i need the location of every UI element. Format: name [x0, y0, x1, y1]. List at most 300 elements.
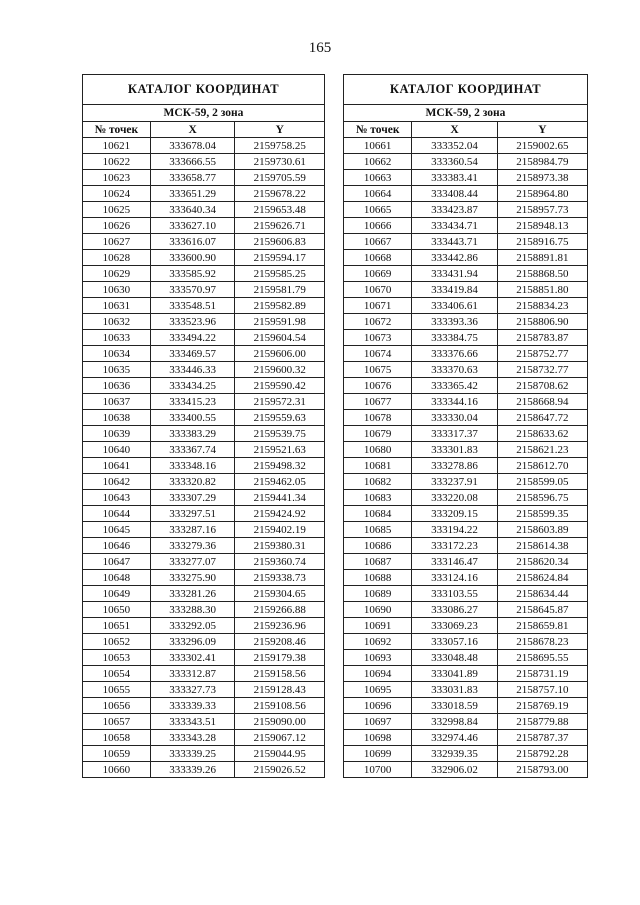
- point-number-cell: 10649: [83, 586, 151, 602]
- point-number-cell: 10646: [83, 538, 151, 554]
- table-row: [83, 490, 325, 506]
- y-coordinate-cell: 2159360.74: [235, 554, 325, 570]
- point-number-cell: 10644: [83, 506, 151, 522]
- y-coordinate-cell: 2159266.88: [235, 602, 325, 618]
- x-coordinate-cell: 333616.07: [150, 234, 235, 250]
- x-coordinate-cell: 333344.16: [412, 394, 497, 410]
- column-header-y: Y: [497, 122, 587, 138]
- y-coordinate-cell: 2159572.31: [235, 394, 325, 410]
- x-coordinate-cell: 333360.54: [412, 154, 497, 170]
- table-row: [344, 618, 588, 634]
- table-row: [83, 458, 325, 474]
- x-coordinate-cell: 333279.36: [150, 538, 235, 554]
- y-coordinate-cell: 2159539.75: [235, 426, 325, 442]
- point-number-cell: 10643: [83, 490, 151, 506]
- table-row: [83, 730, 325, 746]
- x-coordinate-cell: 333585.92: [150, 266, 235, 282]
- x-coordinate-cell: 333288.30: [150, 602, 235, 618]
- table-row: [344, 714, 588, 730]
- y-coordinate-cell: 2159626.71: [235, 218, 325, 234]
- point-number-cell: 10661: [344, 138, 412, 154]
- x-coordinate-cell: 333048.48: [412, 650, 497, 666]
- table-row: [344, 314, 588, 330]
- point-number-cell: 10685: [344, 522, 412, 538]
- table-row: [83, 378, 325, 394]
- x-coordinate-cell: 333446.33: [150, 362, 235, 378]
- y-coordinate-cell: 2159730.61: [235, 154, 325, 170]
- x-coordinate-cell: 332974.46: [412, 730, 497, 746]
- point-number-cell: 10681: [344, 458, 412, 474]
- point-number-cell: 10652: [83, 634, 151, 650]
- point-number-cell: 10697: [344, 714, 412, 730]
- point-number-cell: 10666: [344, 218, 412, 234]
- x-coordinate-cell: 333339.26: [150, 762, 235, 778]
- y-coordinate-cell: 2159108.56: [235, 698, 325, 714]
- table-row: [83, 170, 325, 186]
- y-coordinate-cell: 2158596.75: [497, 490, 587, 506]
- point-number-cell: 10648: [83, 570, 151, 586]
- x-coordinate-cell: 333292.05: [150, 618, 235, 634]
- point-number-cell: 10683: [344, 490, 412, 506]
- y-coordinate-cell: 2159044.95: [235, 746, 325, 762]
- table-row: [83, 282, 325, 298]
- y-coordinate-cell: 2158634.44: [497, 586, 587, 602]
- point-number-cell: 10686: [344, 538, 412, 554]
- x-coordinate-cell: 333627.10: [150, 218, 235, 234]
- table-row: [344, 490, 588, 506]
- table-row: [344, 362, 588, 378]
- y-coordinate-cell: 2158599.05: [497, 474, 587, 490]
- x-coordinate-cell: 333307.29: [150, 490, 235, 506]
- y-coordinate-cell: 2159582.89: [235, 298, 325, 314]
- y-coordinate-cell: 2159208.46: [235, 634, 325, 650]
- y-coordinate-cell: 2159585.25: [235, 266, 325, 282]
- column-header-point-number: № точек: [83, 122, 151, 138]
- table-row: [83, 522, 325, 538]
- point-number-cell: 10637: [83, 394, 151, 410]
- y-coordinate-cell: 2158984.79: [497, 154, 587, 170]
- y-coordinate-cell: 2159606.83: [235, 234, 325, 250]
- y-coordinate-cell: 2158948.13: [497, 218, 587, 234]
- table-row: [344, 538, 588, 554]
- table-row: [344, 186, 588, 202]
- point-number-cell: 10678: [344, 410, 412, 426]
- point-number-cell: 10626: [83, 218, 151, 234]
- x-coordinate-cell: 333600.90: [150, 250, 235, 266]
- table-row: [344, 426, 588, 442]
- table-row: [83, 234, 325, 250]
- table-row: [83, 410, 325, 426]
- x-coordinate-cell: 333220.08: [412, 490, 497, 506]
- point-number-cell: 10696: [344, 698, 412, 714]
- point-number-cell: 10655: [83, 682, 151, 698]
- table-row: [83, 314, 325, 330]
- table-row: [344, 602, 588, 618]
- y-coordinate-cell: 2159338.73: [235, 570, 325, 586]
- point-number-cell: 10638: [83, 410, 151, 426]
- point-number-cell: 10689: [344, 586, 412, 602]
- y-coordinate-cell: 2158769.19: [497, 698, 587, 714]
- point-number-cell: 10658: [83, 730, 151, 746]
- point-number-cell: 10642: [83, 474, 151, 490]
- x-coordinate-cell: 333523.96: [150, 314, 235, 330]
- table-row: [83, 138, 325, 154]
- point-number-cell: 10633: [83, 330, 151, 346]
- y-coordinate-cell: 2158787.37: [497, 730, 587, 746]
- table-row: [83, 682, 325, 698]
- y-coordinate-cell: 2158793.00: [497, 762, 587, 778]
- point-number-cell: 10671: [344, 298, 412, 314]
- x-coordinate-cell: 333408.44: [412, 186, 497, 202]
- point-number-cell: 10679: [344, 426, 412, 442]
- x-coordinate-cell: 333640.34: [150, 202, 235, 218]
- table-row: [344, 442, 588, 458]
- catalog-rows: [344, 138, 588, 778]
- table-row: [344, 458, 588, 474]
- y-coordinate-cell: 2158668.94: [497, 394, 587, 410]
- x-coordinate-cell: 333494.22: [150, 330, 235, 346]
- x-coordinate-cell: 333434.25: [150, 378, 235, 394]
- point-number-cell: 10670: [344, 282, 412, 298]
- table-row: [344, 378, 588, 394]
- table-row: [83, 346, 325, 362]
- table-row: [344, 650, 588, 666]
- page-number: 165: [308, 40, 332, 56]
- point-number-cell: 10635: [83, 362, 151, 378]
- x-coordinate-cell: 333281.26: [150, 586, 235, 602]
- point-number-cell: 10684: [344, 506, 412, 522]
- x-coordinate-cell: 333343.51: [150, 714, 235, 730]
- x-coordinate-cell: 333570.97: [150, 282, 235, 298]
- y-coordinate-cell: 2158603.89: [497, 522, 587, 538]
- table-row: [344, 762, 588, 778]
- y-coordinate-cell: 2158678.23: [497, 634, 587, 650]
- y-coordinate-cell: 2159590.42: [235, 378, 325, 394]
- x-coordinate-cell: 332998.84: [412, 714, 497, 730]
- x-coordinate-cell: 333124.16: [412, 570, 497, 586]
- table-row: [83, 362, 325, 378]
- y-coordinate-cell: 2158620.34: [497, 554, 587, 570]
- x-coordinate-cell: 332906.02: [412, 762, 497, 778]
- column-header-x: X: [412, 122, 497, 138]
- point-number-cell: 10623: [83, 170, 151, 186]
- point-number-cell: 10699: [344, 746, 412, 762]
- table-row: [344, 506, 588, 522]
- table-row: [83, 586, 325, 602]
- point-number-cell: 10665: [344, 202, 412, 218]
- point-number-cell: 10651: [83, 618, 151, 634]
- point-number-cell: 10630: [83, 282, 151, 298]
- y-coordinate-cell: 2159498.32: [235, 458, 325, 474]
- table-row: [83, 186, 325, 202]
- x-coordinate-cell: 333339.25: [150, 746, 235, 762]
- x-coordinate-cell: 333678.04: [150, 138, 235, 154]
- y-coordinate-cell: 2159591.98: [235, 314, 325, 330]
- table-row: [83, 570, 325, 586]
- y-coordinate-cell: 2158633.62: [497, 426, 587, 442]
- point-number-cell: 10622: [83, 154, 151, 170]
- x-coordinate-cell: 333376.66: [412, 346, 497, 362]
- point-number-cell: 10695: [344, 682, 412, 698]
- table-row: [83, 554, 325, 570]
- point-number-cell: 10680: [344, 442, 412, 458]
- table-row: [344, 730, 588, 746]
- table-row: [344, 586, 588, 602]
- point-number-cell: 10660: [83, 762, 151, 778]
- point-number-cell: 10687: [344, 554, 412, 570]
- table-row: [83, 618, 325, 634]
- x-coordinate-cell: 333365.42: [412, 378, 497, 394]
- point-number-cell: 10628: [83, 250, 151, 266]
- table-row: [344, 698, 588, 714]
- table-row: [83, 538, 325, 554]
- y-coordinate-cell: 2159604.54: [235, 330, 325, 346]
- y-coordinate-cell: 2158708.62: [497, 378, 587, 394]
- point-number-cell: 10650: [83, 602, 151, 618]
- point-number-cell: 10632: [83, 314, 151, 330]
- y-coordinate-cell: 2159402.19: [235, 522, 325, 538]
- table-row: [83, 330, 325, 346]
- point-number-cell: 10629: [83, 266, 151, 282]
- point-number-cell: 10690: [344, 602, 412, 618]
- table-row: [83, 266, 325, 282]
- table-row: [83, 714, 325, 730]
- x-coordinate-cell: 333172.23: [412, 538, 497, 554]
- y-coordinate-cell: 2159653.48: [235, 202, 325, 218]
- x-coordinate-cell: 333312.87: [150, 666, 235, 682]
- table-row: [83, 762, 325, 778]
- x-coordinate-cell: 333302.41: [150, 650, 235, 666]
- table-row: [83, 474, 325, 490]
- y-coordinate-cell: 2158957.73: [497, 202, 587, 218]
- x-coordinate-cell: 333367.74: [150, 442, 235, 458]
- table-row: [83, 442, 325, 458]
- table-row: [344, 250, 588, 266]
- y-coordinate-cell: 2158695.55: [497, 650, 587, 666]
- x-coordinate-cell: 333431.94: [412, 266, 497, 282]
- x-coordinate-cell: 333548.51: [150, 298, 235, 314]
- x-coordinate-cell: 333469.57: [150, 346, 235, 362]
- table-row: [83, 506, 325, 522]
- point-number-cell: 10675: [344, 362, 412, 378]
- table-row: [83, 394, 325, 410]
- y-coordinate-cell: 2159521.63: [235, 442, 325, 458]
- y-coordinate-cell: 2159606.00: [235, 346, 325, 362]
- x-coordinate-cell: 333352.04: [412, 138, 497, 154]
- table-row: [344, 746, 588, 762]
- y-coordinate-cell: 2159678.22: [235, 186, 325, 202]
- y-coordinate-cell: 2158599.35: [497, 506, 587, 522]
- y-coordinate-cell: 2159179.38: [235, 650, 325, 666]
- y-coordinate-cell: 2158916.75: [497, 234, 587, 250]
- x-coordinate-cell: 333384.75: [412, 330, 497, 346]
- table-row: [344, 522, 588, 538]
- point-number-cell: 10624: [83, 186, 151, 202]
- point-number-cell: 10647: [83, 554, 151, 570]
- x-coordinate-cell: 333057.16: [412, 634, 497, 650]
- y-coordinate-cell: 2159705.59: [235, 170, 325, 186]
- x-coordinate-cell: 333434.71: [412, 218, 497, 234]
- table-row: [83, 218, 325, 234]
- x-coordinate-cell: 333018.59: [412, 698, 497, 714]
- point-number-cell: 10692: [344, 634, 412, 650]
- column-header-point-number: № точек: [344, 122, 412, 138]
- x-coordinate-cell: 333423.87: [412, 202, 497, 218]
- table-row: [83, 154, 325, 170]
- point-number-cell: 10698: [344, 730, 412, 746]
- point-number-cell: 10625: [83, 202, 151, 218]
- table-row: [344, 282, 588, 298]
- x-coordinate-cell: 333400.55: [150, 410, 235, 426]
- y-coordinate-cell: 2158834.23: [497, 298, 587, 314]
- y-coordinate-cell: 2158614.38: [497, 538, 587, 554]
- table-row: [344, 346, 588, 362]
- x-coordinate-cell: 333103.55: [412, 586, 497, 602]
- y-coordinate-cell: 2158783.87: [497, 330, 587, 346]
- y-coordinate-cell: 2158851.80: [497, 282, 587, 298]
- table-row: [344, 154, 588, 170]
- table-row: [344, 138, 588, 154]
- point-number-cell: 10662: [344, 154, 412, 170]
- x-coordinate-cell: 333442.86: [412, 250, 497, 266]
- point-number-cell: 10639: [83, 426, 151, 442]
- x-coordinate-cell: 333327.73: [150, 682, 235, 698]
- y-coordinate-cell: 2159758.25: [235, 138, 325, 154]
- x-coordinate-cell: 333297.51: [150, 506, 235, 522]
- table-row: [344, 474, 588, 490]
- point-number-cell: 10656: [83, 698, 151, 714]
- point-number-cell: 10676: [344, 378, 412, 394]
- x-coordinate-cell: 333146.47: [412, 554, 497, 570]
- x-coordinate-cell: 333069.23: [412, 618, 497, 634]
- x-coordinate-cell: 333651.29: [150, 186, 235, 202]
- table-row: [344, 298, 588, 314]
- point-number-cell: 10688: [344, 570, 412, 586]
- table-row: [83, 298, 325, 314]
- x-coordinate-cell: 332939.35: [412, 746, 497, 762]
- table-row: [344, 394, 588, 410]
- table-row: [344, 218, 588, 234]
- y-coordinate-cell: 2158624.84: [497, 570, 587, 586]
- point-number-cell: 10645: [83, 522, 151, 538]
- x-coordinate-cell: 333415.23: [150, 394, 235, 410]
- table-row: [344, 666, 588, 682]
- y-coordinate-cell: 2159002.65: [497, 138, 587, 154]
- y-coordinate-cell: 2159462.05: [235, 474, 325, 490]
- y-coordinate-cell: 2159236.96: [235, 618, 325, 634]
- table-row: [83, 746, 325, 762]
- y-coordinate-cell: 2158647.72: [497, 410, 587, 426]
- y-coordinate-cell: 2159380.31: [235, 538, 325, 554]
- table-row: [83, 666, 325, 682]
- point-number-cell: 10631: [83, 298, 151, 314]
- point-number-cell: 10659: [83, 746, 151, 762]
- y-coordinate-cell: 2159128.43: [235, 682, 325, 698]
- y-coordinate-cell: 2158757.10: [497, 682, 587, 698]
- coordinate-catalog-left: [82, 74, 325, 778]
- y-coordinate-cell: 2158731.19: [497, 666, 587, 682]
- coordinate-system-label: МСК-59, 2 зона: [83, 105, 325, 122]
- y-coordinate-cell: 2158868.50: [497, 266, 587, 282]
- x-coordinate-cell: 333443.71: [412, 234, 497, 250]
- table-row: [83, 650, 325, 666]
- x-coordinate-cell: 333383.41: [412, 170, 497, 186]
- x-coordinate-cell: 333320.82: [150, 474, 235, 490]
- point-number-cell: 10693: [344, 650, 412, 666]
- point-number-cell: 10667: [344, 234, 412, 250]
- point-number-cell: 10653: [83, 650, 151, 666]
- table-row: [83, 202, 325, 218]
- table-row: [83, 426, 325, 442]
- catalog-title: КАТАЛОГ КООРДИНАТ: [83, 75, 325, 105]
- table-row: [83, 698, 325, 714]
- x-coordinate-cell: 333275.90: [150, 570, 235, 586]
- x-coordinate-cell: 333666.55: [150, 154, 235, 170]
- x-coordinate-cell: 333041.89: [412, 666, 497, 682]
- x-coordinate-cell: 333370.63: [412, 362, 497, 378]
- point-number-cell: 10669: [344, 266, 412, 282]
- y-coordinate-cell: 2158645.87: [497, 602, 587, 618]
- y-coordinate-cell: 2158621.23: [497, 442, 587, 458]
- x-coordinate-cell: 333419.84: [412, 282, 497, 298]
- y-coordinate-cell: 2159559.63: [235, 410, 325, 426]
- point-number-cell: 10641: [83, 458, 151, 474]
- y-coordinate-cell: 2159600.32: [235, 362, 325, 378]
- x-coordinate-cell: 333209.15: [412, 506, 497, 522]
- table-row: [83, 634, 325, 650]
- table-row: [344, 410, 588, 426]
- x-coordinate-cell: 333237.91: [412, 474, 497, 490]
- point-number-cell: 10621: [83, 138, 151, 154]
- catalog-rows: [83, 138, 325, 778]
- y-coordinate-cell: 2159090.00: [235, 714, 325, 730]
- table-row: [344, 634, 588, 650]
- y-coordinate-cell: 2158752.77: [497, 346, 587, 362]
- column-header-x: X: [150, 122, 235, 138]
- table-row: [344, 202, 588, 218]
- y-coordinate-cell: 2159424.92: [235, 506, 325, 522]
- point-number-cell: 10672: [344, 314, 412, 330]
- y-coordinate-cell: 2158964.80: [497, 186, 587, 202]
- point-number-cell: 10640: [83, 442, 151, 458]
- coordinate-catalog-right: [343, 74, 588, 778]
- x-coordinate-cell: 333301.83: [412, 442, 497, 458]
- point-number-cell: 10654: [83, 666, 151, 682]
- point-number-cell: 10627: [83, 234, 151, 250]
- y-coordinate-cell: 2158891.81: [497, 250, 587, 266]
- y-coordinate-cell: 2158792.28: [497, 746, 587, 762]
- point-number-cell: 10674: [344, 346, 412, 362]
- table-row: [344, 266, 588, 282]
- column-header-y: Y: [235, 122, 325, 138]
- y-coordinate-cell: 2159158.56: [235, 666, 325, 682]
- y-coordinate-cell: 2158659.81: [497, 618, 587, 634]
- catalog-title: КАТАЛОГ КООРДИНАТ: [344, 75, 588, 105]
- x-coordinate-cell: 333031.83: [412, 682, 497, 698]
- y-coordinate-cell: 2158612.70: [497, 458, 587, 474]
- point-number-cell: 10677: [344, 394, 412, 410]
- point-number-cell: 10657: [83, 714, 151, 730]
- y-coordinate-cell: 2158732.77: [497, 362, 587, 378]
- coordinate-system-label: МСК-59, 2 зона: [344, 105, 588, 122]
- point-number-cell: 10673: [344, 330, 412, 346]
- y-coordinate-cell: 2159441.34: [235, 490, 325, 506]
- x-coordinate-cell: 333348.16: [150, 458, 235, 474]
- y-coordinate-cell: 2159581.79: [235, 282, 325, 298]
- y-coordinate-cell: 2159026.52: [235, 762, 325, 778]
- point-number-cell: 10634: [83, 346, 151, 362]
- table-row: [344, 570, 588, 586]
